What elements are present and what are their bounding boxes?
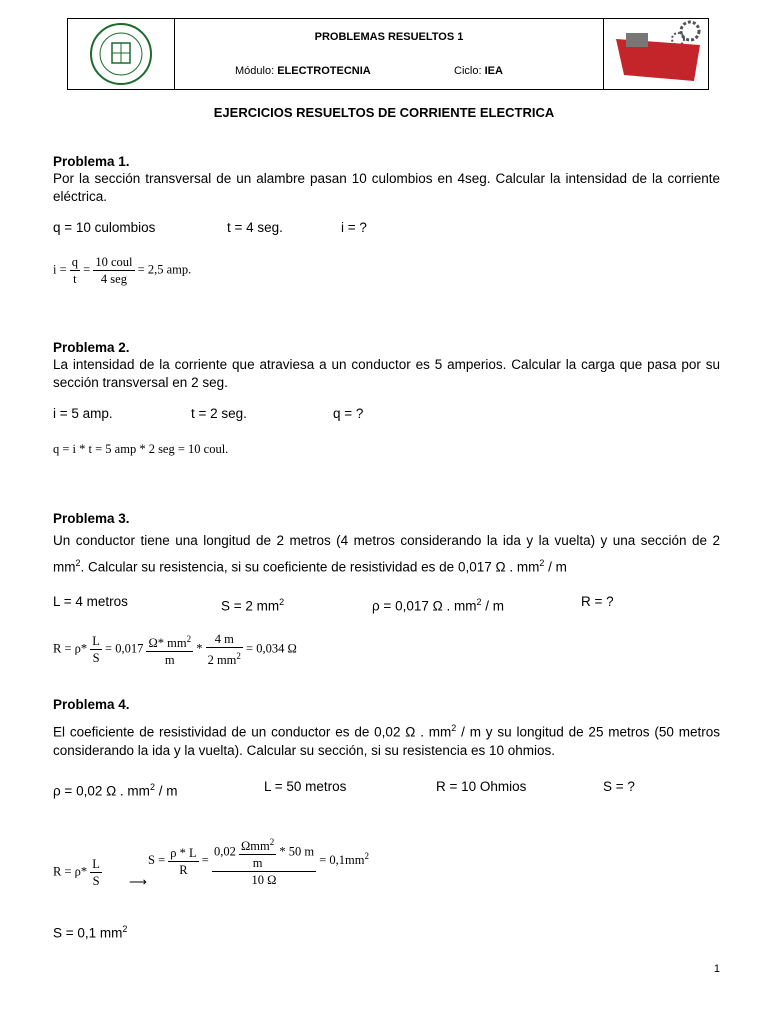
problem-4-given-L: L = 50 metros xyxy=(264,779,347,794)
problem-1-given-t: t = 4 seg. xyxy=(227,220,283,235)
page-number: 1 xyxy=(713,963,720,975)
problem-4-formula-r: R = ρ* $\frac{L}{S}$ xyxy=(53,857,100,888)
problem-4-answer: S = 0,1 $mm^2$ xyxy=(53,924,128,941)
problem-4-given-R: R = 10 Ohmios xyxy=(436,779,527,794)
problem-1-given-q: q = 10 culombios xyxy=(53,220,156,235)
school-logo-cell xyxy=(68,19,175,89)
document-header xyxy=(67,18,709,90)
problem-3-formula: R = ρ* $\frac{L}{S}$ = 0,017 $\frac{\Omega* mm^2}{m}$ * $\frac{4 m}{2 mm^2}$ = 0,034 Ω xyxy=(53,632,297,668)
problem-1-formula: i = $\frac{q}{t}$ = $\frac{\text{10 coul}}{\text{4 seg}}$ = 2,5 amp. xyxy=(53,255,192,286)
problem-2-statement: La intensidad de la corriente que atraviesa a un conductor es 5 amperios. Calcular la carga que pasa por su sección transversal en 2 seg. xyxy=(53,357,720,390)
problem-2-given-i: i = 5 amp. xyxy=(53,406,113,421)
arrow-icon: ⟶ xyxy=(129,875,147,889)
problem-1-unknown: i = ? xyxy=(341,220,367,235)
problem-1-statement: Por la sección transversal de un alambre pasan 10 culombios en 4seg. Calcular la intensidad de la corriente eléctrica. xyxy=(53,171,720,204)
problem-3-unknown: R = ? xyxy=(581,594,614,609)
problem-2-heading: Problema 2. xyxy=(53,340,130,355)
problem-4-statement: El coeficiente de resistividad de un conductor es de 0,02 Ω . $mm^2$ / m y su longitud de 25 metros (50 metros considerando la ida y la vuelta). Calcular su sección, si su resistencia es 10 ohmios. xyxy=(53,723,720,758)
problem-4-unknown: S = ? xyxy=(603,779,635,794)
header-title: PROBLEMAS RESUELTOS 1 xyxy=(314,31,464,43)
problem-3-given-rho: ρ = 0,017 Ω . $mm^2$ / m xyxy=(372,597,504,614)
page-title: EJERCICIOS RESUELTOS DE CORRIENTE ELECTRICA xyxy=(213,105,555,120)
department-logo-cell xyxy=(603,19,708,89)
header-ciclo: Ciclo: IEA xyxy=(454,65,503,77)
problem-3-statement: Un conductor tiene una longitud de 2 metros (4 metros considerando la ida y la vuelta) y una sección de 2 $mm^2$. Calcular su resistencia, si su coeficiente de resistividad es de 0,017 Ω . $mm^2$ / m xyxy=(53,533,720,575)
school-seal-icon xyxy=(68,19,174,89)
problem-2-given-t: t = 2 seg. xyxy=(191,406,247,421)
problem-3-given-L: L = 4 metros xyxy=(53,594,128,609)
problem-2-formula: q = i * t = 5 amp * 2 seg = 10 coul. xyxy=(53,442,229,456)
problem-3-given-S: S = 2 $mm^2$ xyxy=(221,597,285,614)
problem-2-unknown: q = ? xyxy=(333,406,364,421)
header-modulo: Módulo: ELECTROTECNIA xyxy=(235,65,371,77)
problem-3-heading: Problema 3. xyxy=(53,511,130,526)
problem-4-given-rho: ρ = 0,02 Ω . $mm^2$ / m xyxy=(53,782,178,799)
problem-1-heading: Problema 1. xyxy=(53,154,130,169)
problem-4-heading: Problema 4. xyxy=(53,697,130,712)
problem-4-formula-s: S = $\frac{\rho * L}{R}$ = 0,02 $\frac{\Omega mm^2}{m}$ * 50 m 10 Ω = $0,1mm^2$ xyxy=(148,834,369,888)
maintenance-logo-icon xyxy=(604,19,708,89)
